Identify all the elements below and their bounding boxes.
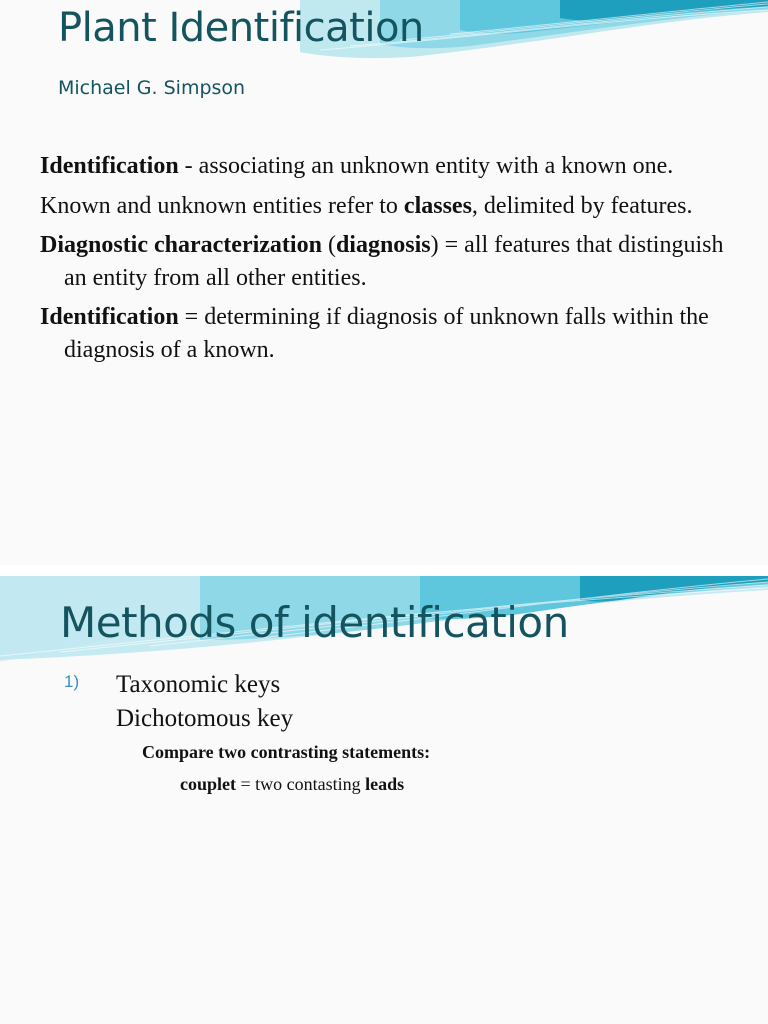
term-bold: classes xyxy=(403,192,472,219)
term-bold: Identification xyxy=(40,304,179,330)
paragraph-text: ) = all features that distinguish an entity from all other entities. xyxy=(64,232,724,291)
paragraph-diagnostic xyxy=(40,229,740,294)
term-bold: couplet xyxy=(180,774,236,794)
paragraph-classes xyxy=(40,190,740,223)
list-subitem: Compare two contrasting statements: xyxy=(142,742,431,762)
paragraph-text: Known and unknown entities refer to xyxy=(40,192,404,219)
paragraph-text: = determining if diagnosis of unknown falls within the diagnosis of a known. xyxy=(64,304,709,363)
term-bold: leads xyxy=(365,774,405,794)
term-bold: Identification xyxy=(40,153,179,179)
author-subtitle: Michael G. Simpson xyxy=(58,77,246,99)
paragraph-identification xyxy=(40,150,740,183)
paragraph-text: = two contasting xyxy=(236,774,366,794)
term-bold: Diagnostic characterization xyxy=(40,232,322,258)
paragraph-identification-definition xyxy=(40,301,740,366)
slide-title: Methods of identification xyxy=(60,598,569,647)
slide-2 xyxy=(0,576,768,1024)
paragraph-text: ( xyxy=(321,232,336,258)
term-bold: diagnosis xyxy=(335,232,431,258)
paragraph-text: - associating an unknown entity with a known one. xyxy=(178,153,674,179)
list-item xyxy=(64,668,744,800)
list-number: 1) xyxy=(64,672,80,691)
slide-separator xyxy=(0,565,768,576)
slide-title: Plant Identification xyxy=(58,5,424,51)
paragraph-text: , delimited by features. xyxy=(471,192,693,219)
list-item-subtitle: Dichotomous key xyxy=(116,705,294,732)
slide-body xyxy=(40,150,740,373)
slide-body xyxy=(64,668,744,800)
list-subsubitem xyxy=(180,768,744,800)
list-item-title: Taxonomic keys xyxy=(116,671,281,698)
